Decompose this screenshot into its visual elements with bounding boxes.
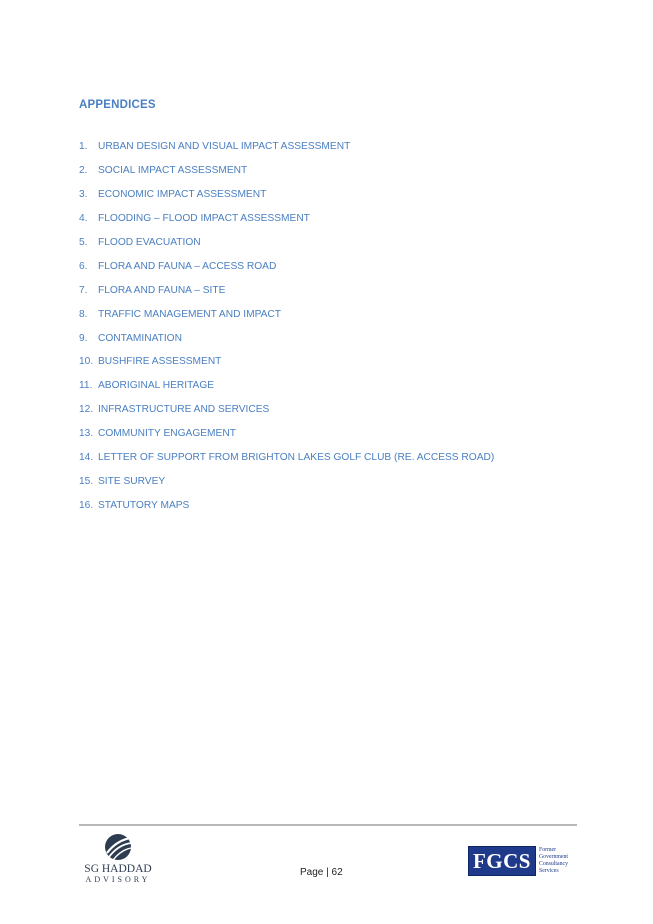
item-title: COMMUNITY ENGAGEMENT (98, 428, 236, 440)
page-number: Page | 62 (300, 867, 343, 878)
item-number: 14. (79, 452, 94, 464)
list-item (79, 183, 494, 207)
item-number: 4. (79, 213, 88, 225)
fgcs-wordmark: FGCS (468, 846, 536, 876)
list-item (79, 350, 494, 374)
logo-name: SG HADDAD (84, 863, 152, 875)
item-number: 13. (79, 428, 94, 440)
item-number: 2. (79, 165, 88, 177)
list-item (79, 374, 494, 398)
globe-swoosh-icon (104, 833, 132, 861)
appendix-list (79, 135, 494, 517)
item-title: FLOODING – FLOOD IMPACT ASSESSMENT (98, 213, 310, 225)
list-item (79, 326, 494, 350)
item-number: 5. (79, 237, 88, 248)
item-title: TRAFFIC MANAGEMENT AND IMPACT (98, 308, 282, 320)
list-item (79, 159, 494, 183)
section-heading: APPENDICES (79, 99, 156, 111)
item-title: SITE SURVEY (98, 475, 166, 487)
item-number: 7. (79, 284, 88, 296)
item-number: 9. (79, 332, 88, 344)
item-number: 6. (79, 260, 88, 272)
list-item (79, 254, 494, 278)
fgcs-tagline (539, 847, 568, 875)
tagline-word: Former (539, 847, 557, 853)
item-number: 3. (79, 189, 88, 201)
list-item (79, 422, 494, 446)
list-item (79, 135, 494, 159)
list-item (79, 207, 494, 231)
item-number: 11. (79, 380, 93, 392)
list-item (79, 278, 494, 302)
item-title: ABORIGINAL HERITAGE (98, 380, 215, 392)
item-title: ECONOMIC IMPACT ASSESSMENT (98, 189, 267, 201)
list-item (79, 469, 494, 493)
item-title: URBAN DESIGN AND VISUAL IMPACT ASSESSMENT (98, 141, 351, 153)
sg-haddad-logo (80, 833, 156, 883)
item-title: FLORA AND FAUNA – ACCESS ROAD (98, 260, 277, 272)
tagline-word: Consultancy (539, 861, 568, 867)
logo-subtitle: ADVISORY (85, 875, 151, 884)
list-item (79, 446, 494, 470)
item-title: LETTER OF SUPPORT FROM BRIGHTON LAKES GOLF CLUB (RE. ACCESS ROAD) (98, 452, 495, 464)
item-title: CONTAMINATION (98, 332, 182, 344)
list-item (79, 398, 494, 422)
tagline-word: Services (539, 868, 559, 874)
item-title: STATUTORY MAPS (98, 499, 190, 511)
item-number: 16. (79, 499, 94, 511)
item-title: SOCIAL IMPACT ASSESSMENT (98, 165, 248, 177)
item-title: FLOOD EVACUATION (98, 237, 201, 248)
item-number: 8. (79, 308, 88, 320)
list-item (79, 302, 494, 326)
footer-divider (79, 824, 577, 826)
list-item (79, 231, 494, 255)
item-title: BUSHFIRE ASSESSMENT (98, 356, 222, 368)
item-number: 1. (79, 141, 88, 153)
tagline-word: Government (539, 854, 568, 860)
item-number: 12. (79, 404, 94, 416)
item-title: FLORA AND FAUNA – SITE (98, 284, 226, 296)
item-number: 15. (79, 475, 94, 487)
fgcs-logo (468, 846, 578, 878)
item-title: INFRASTRUCTURE AND SERVICES (98, 404, 270, 416)
item-number: 10. (79, 356, 94, 368)
list-item (79, 493, 494, 517)
